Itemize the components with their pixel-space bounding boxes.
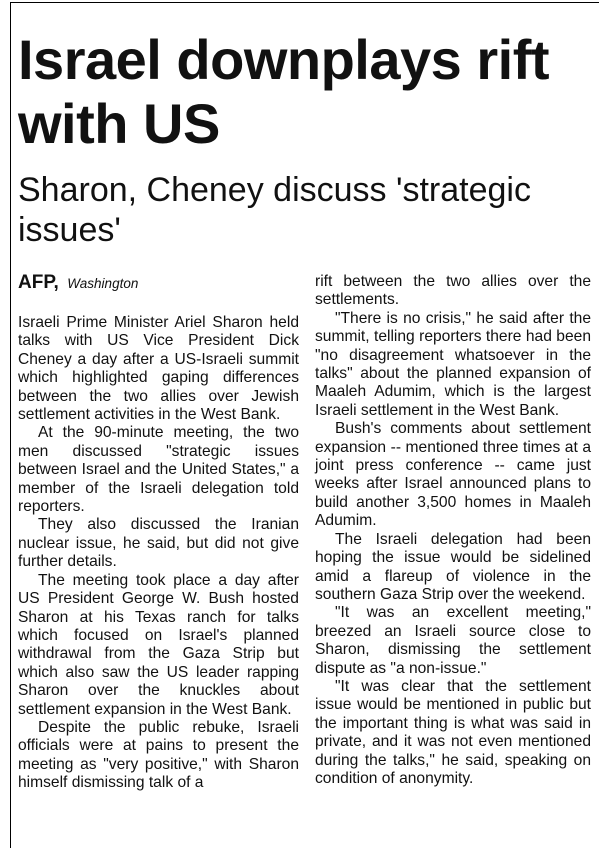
byline (18, 272, 298, 294)
paragraph: "There is no crisis," he said after the summit, telling reporters there had been "no disagreement whatsoever in the talks" about the planned expansion of Maaleh Adumim, which is the largest Israeli settlement in the West Bank. (315, 309, 591, 419)
article-column-2 (315, 273, 591, 788)
paragraph: The Israeli delegation had been hoping the issue would be sidelined amid a flareup of violence in the southern Gaza Strip over the weekend. (315, 530, 591, 603)
byline-location: Washington (67, 276, 139, 291)
subheadline: Sharon, Cheney discuss 'strategic issues' (18, 171, 531, 249)
paragraph: Israeli Prime Minister Ariel Sharon held talks with US Vice President Dick Cheney a day after a US-Israeli summit which highlighted gaping differences between the two allies over Jewish settlement activities in the West Bank. (18, 314, 299, 424)
paragraph: At the 90-minute meeting, the two men discussed "strategic issues between Israel and the United States," a member of the Israeli delegation told reporters. (18, 424, 299, 516)
paragraph: Bush's comments about settlement expansion -- mentioned three times at a joint press conference -- came just weeks after Israel announced plans to build another 3,500 homes in Maaleh Adumim. (315, 420, 591, 530)
headline: Israel downplays rift with US (18, 28, 549, 155)
paragraph: They also discussed the Iranian nuclear issue, he said, but did not give further details. (18, 516, 299, 571)
paragraph: rift between the two allies over the settlements. (315, 273, 591, 309)
paragraph: "It was an excellent meeting," breezed an Israeli source close to Sharon, dismissing the settlement dispute as "a non-issue." (315, 604, 591, 677)
article-column-1 (18, 314, 299, 793)
paragraph: The meeting took place a day after US President George W. Bush hosted Sharon at his Texas ranch for talks which focused on Israel's planned withdrawal from the Gaza Strip but which also saw the US leader rapping Sharon over the knuckles about settlement expansion in the West Bank. (18, 571, 299, 718)
paragraph: "It was clear that the settlement issue would be mentioned in public but the important thing is what was said in private, and it was not even mentioned during the talks," he said, speaking on condition of anonymity. (315, 677, 591, 787)
byline-source: AFP, (18, 272, 59, 293)
paragraph: Despite the public rebuke, Israeli officials were at pains to present the meeting as "very positive," with Sharon himself dismissing talk of a (18, 718, 299, 792)
